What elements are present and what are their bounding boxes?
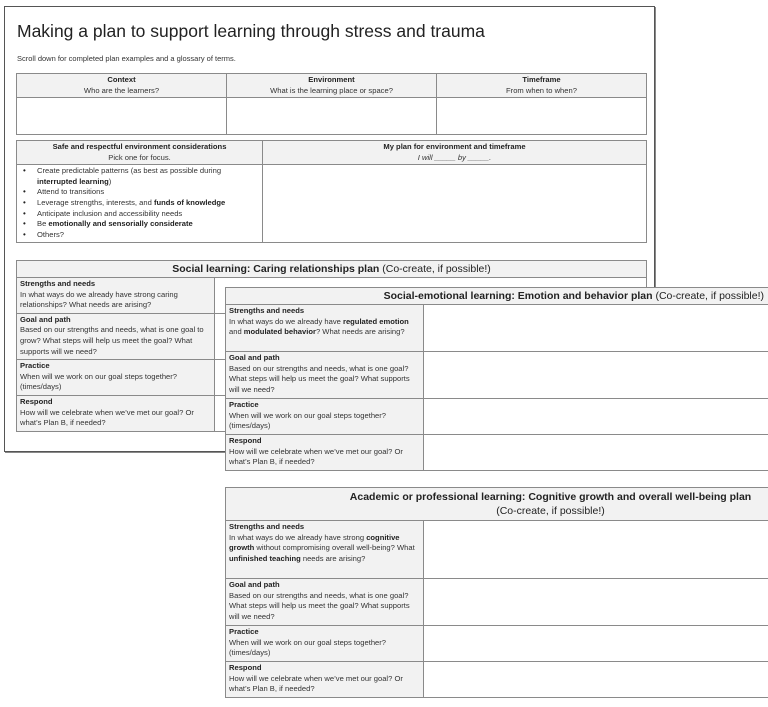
academic-plan-page — [225, 487, 768, 702]
social-strengths-prompt: Strengths and needs In what ways do we already have strong caring relationships? What needs are arising? — [17, 278, 215, 314]
sel-strengths-answer[interactable] — [424, 305, 768, 352]
context-question: Who are the learners? — [83, 85, 160, 95]
academic-plan-table — [225, 487, 768, 698]
environment-input-cell[interactable] — [227, 98, 437, 135]
my-plan-header — [263, 141, 647, 165]
academic-respond-answer[interactable] — [424, 662, 768, 698]
sel-plan-table — [225, 287, 768, 471]
academic-goal-answer[interactable] — [424, 579, 768, 626]
my-plan-heading: My plan for environment and timeframe — [383, 142, 526, 151]
document-subtitle: Scroll down for completed plan examples and a glossary of terms. — [17, 54, 236, 63]
sel-practice-answer[interactable] — [424, 399, 768, 435]
safe-environment-table — [16, 140, 647, 243]
academic-plan-title: Academic or professional learning: Cognitive growth and overall well-being plan (Co-create, if possible!) — [226, 488, 768, 521]
document-title: Making a plan to support learning through stress and trauma — [17, 21, 485, 41]
sel-respond-prompt: Respond How will we celebrate when we’ve met our goal? Or what’s Plan B, if needed? — [226, 435, 424, 471]
context-table — [16, 73, 647, 135]
timeframe-heading: Timeframe — [522, 75, 561, 84]
social-emotional-plan-page — [225, 287, 768, 477]
list-item: • Be emotionally and sensorially considerate — [20, 219, 259, 230]
considerations-list-cell — [17, 165, 263, 243]
my-plan-sub: I will _____ by _____. — [417, 152, 492, 162]
academic-goal-prompt: Goal and path Based on our strengths and needs, what is one goal? What steps will help us meet the goal? What supports will we need? — [226, 579, 424, 626]
sel-goal-answer[interactable] — [424, 352, 768, 399]
list-item: • Leverage strengths, interests, and funds of knowledge — [20, 198, 259, 209]
considerations-list — [17, 165, 262, 242]
sel-strengths-prompt: Strengths and needs In what ways do we already have regulated emotion and modulated behavior? What needs are arising? — [226, 305, 424, 352]
list-item: • Anticipate inclusion and accessibility needs — [20, 209, 259, 220]
social-plan-title: Social learning: Caring relationships plan (Co-create, if possible!) — [17, 261, 647, 278]
social-goal-prompt: Goal and path Based on our strengths and needs, what is one goal to grow? What steps will help us meet the goal? What supports will we need? — [17, 313, 215, 359]
environment-question: What is the learning place or space? — [270, 85, 393, 95]
sel-goal-prompt: Goal and path Based on our strengths and needs, what is one goal? What steps will help us meet the goal? What supports will we need? — [226, 352, 424, 399]
academic-practice-answer[interactable] — [424, 626, 768, 662]
safe-considerations-header — [17, 141, 263, 165]
sel-respond-answer[interactable] — [424, 435, 768, 471]
environment-header — [227, 74, 437, 98]
academic-respond-prompt: Respond How will we celebrate when we’ve met our goal? Or what’s Plan B, if needed? — [226, 662, 424, 698]
safe-considerations-heading: Safe and respectful environment considerations — [52, 142, 227, 151]
academic-strengths-answer[interactable] — [424, 521, 768, 579]
list-item: • Create predictable patterns (as best as possible during interrupted learning) — [20, 166, 259, 187]
my-plan-input-cell[interactable] — [263, 165, 647, 243]
context-input-cell[interactable] — [17, 98, 227, 135]
context-header — [17, 74, 227, 98]
list-item: • Others? — [20, 230, 259, 241]
safe-considerations-sub: Pick one for focus. — [108, 152, 171, 162]
academic-practice-prompt: Practice When will we work on our goal steps together? (times/days) — [226, 626, 424, 662]
social-respond-prompt: Respond How will we celebrate when we’ve met our goal? Or what’s Plan B, if needed? — [17, 396, 215, 432]
social-practice-prompt: Practice When will we work on our goal steps together? (times/days) — [17, 360, 215, 396]
environment-heading: Environment — [308, 75, 355, 84]
sel-plan-title: Social-emotional learning: Emotion and behavior plan (Co-create, if possible!) — [226, 288, 768, 305]
timeframe-input-cell[interactable] — [437, 98, 647, 135]
list-item: • Attend to transitions — [20, 187, 259, 198]
academic-strengths-prompt: Strengths and needs In what ways do we already have strong cognitive growth without compromising overall well-being? What unfinished teaching needs are arising? — [226, 521, 424, 579]
sel-practice-prompt: Practice When will we work on our goal steps together? (times/days) — [226, 399, 424, 435]
timeframe-header — [437, 74, 647, 98]
timeframe-question: From when to when? — [506, 85, 577, 95]
context-heading: Context — [107, 75, 136, 84]
